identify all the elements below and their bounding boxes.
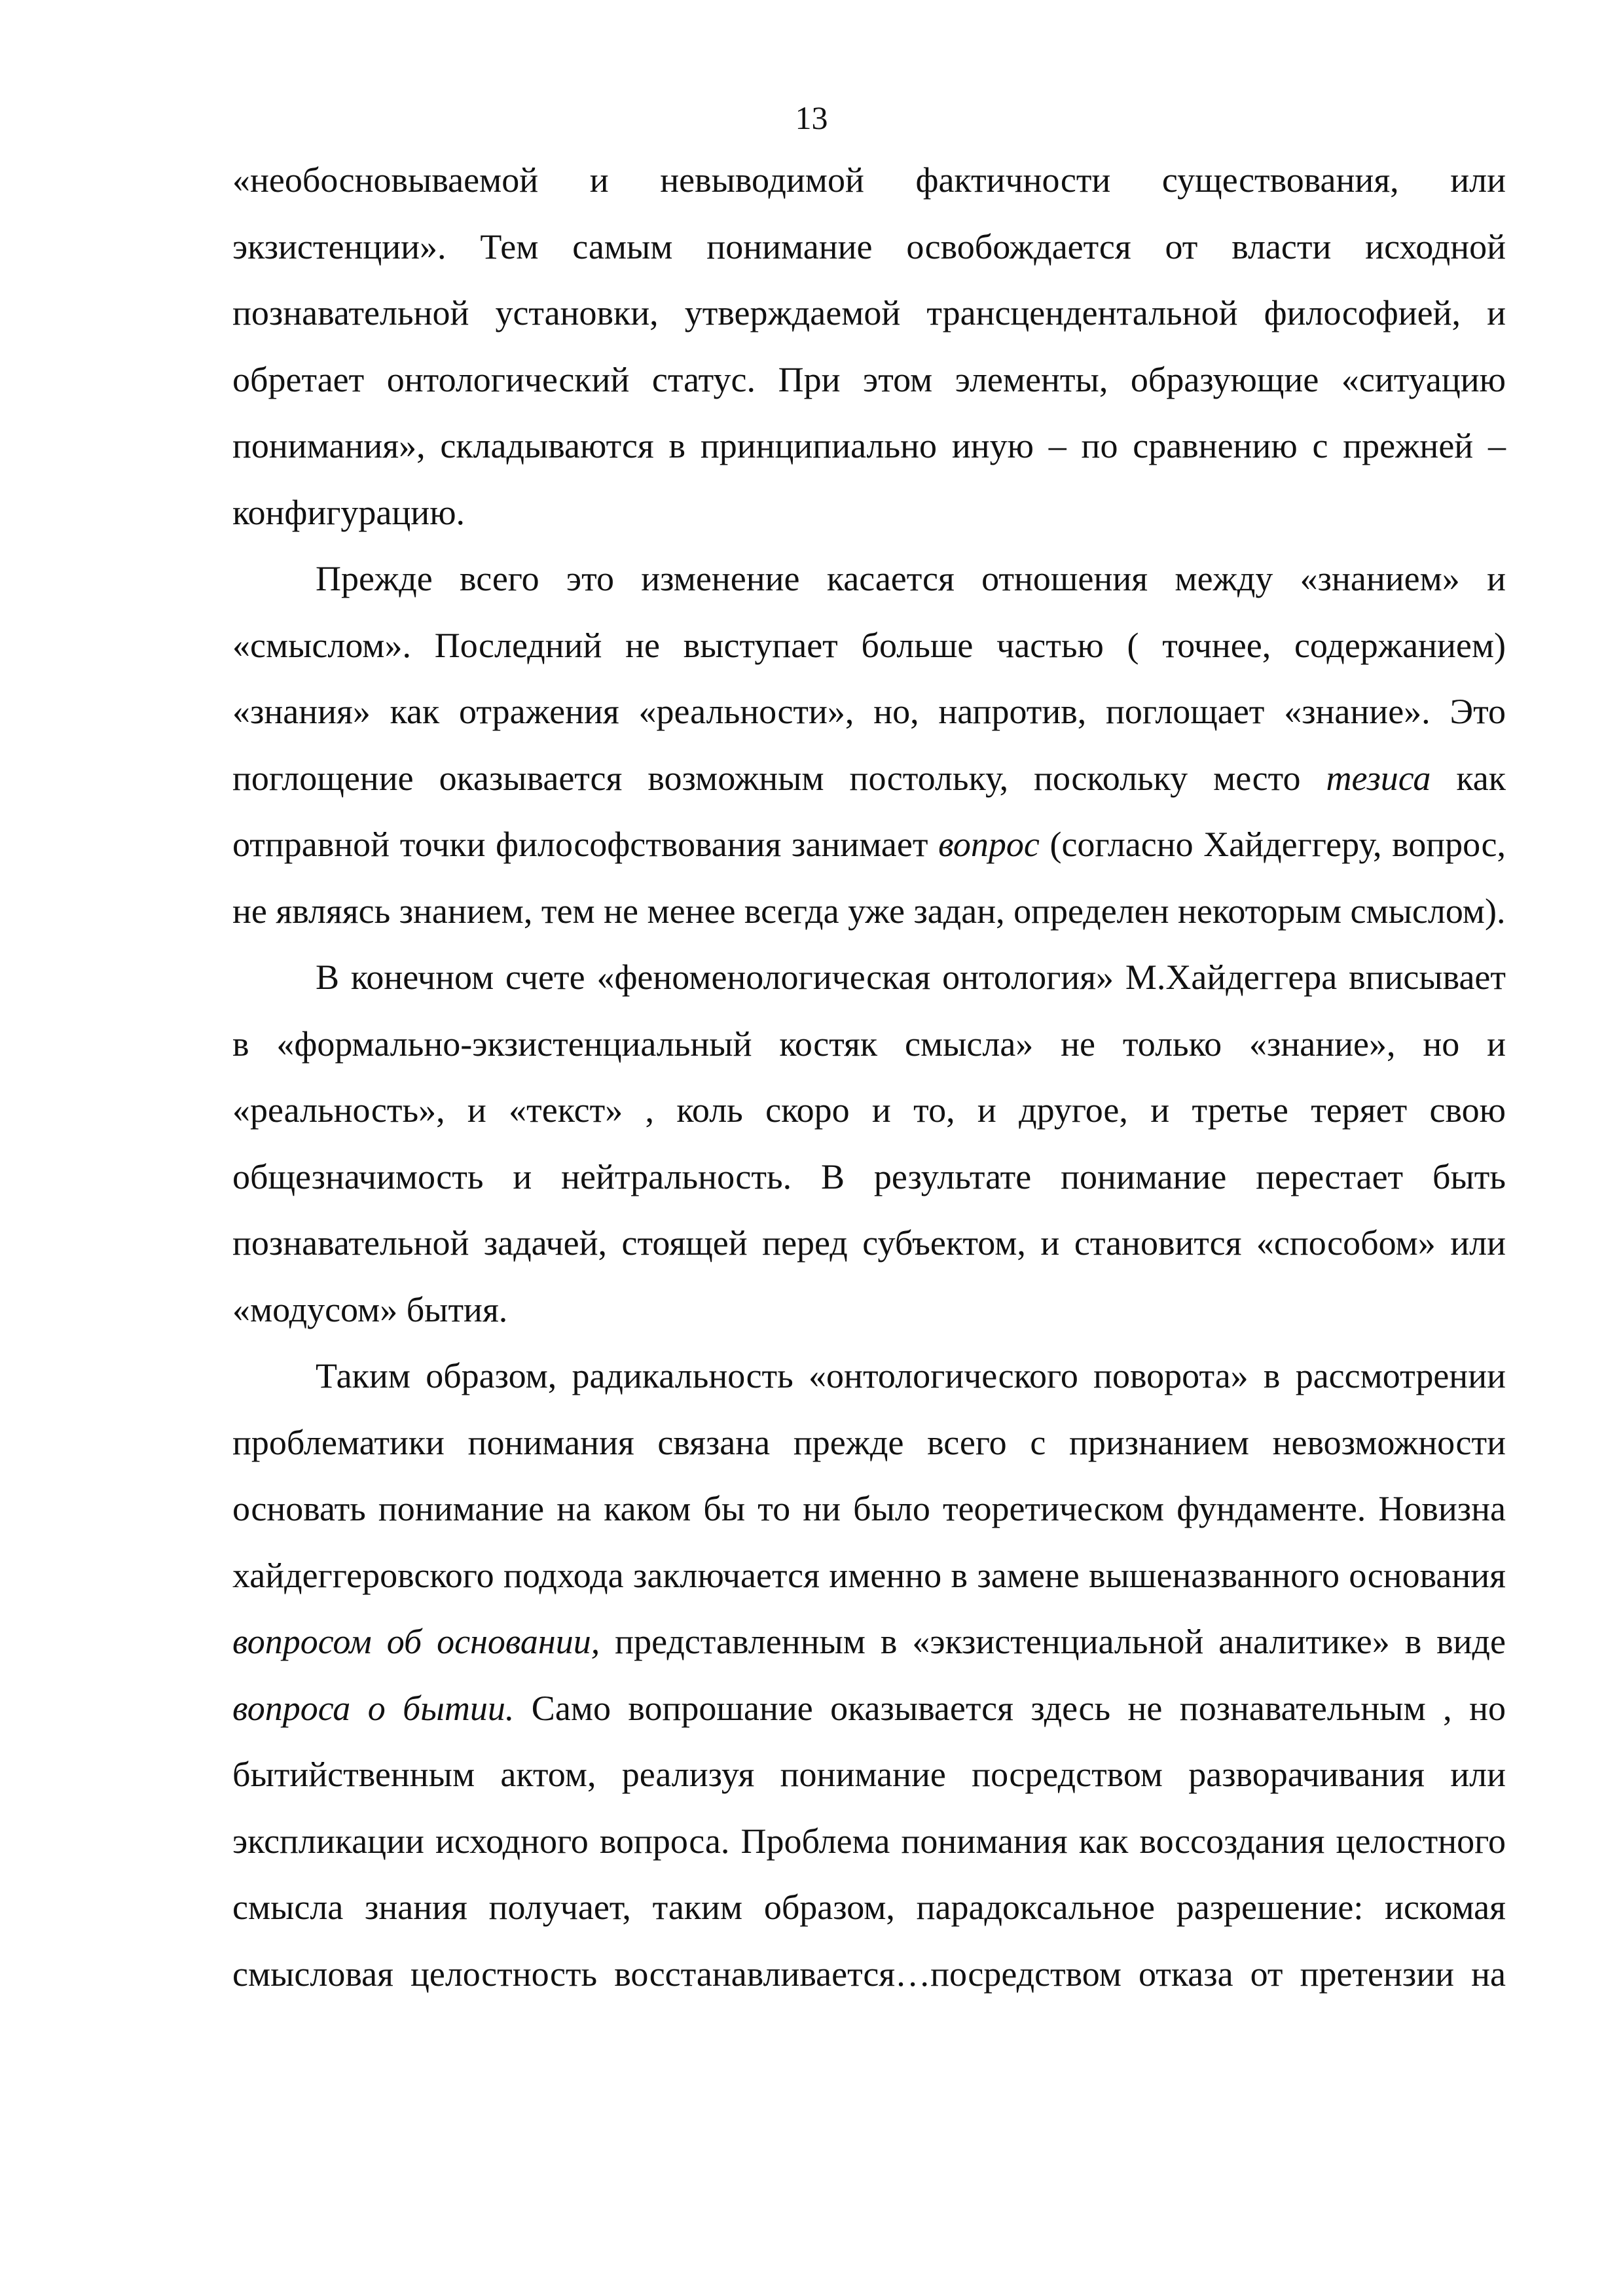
text-run: Таким образом, радикальность «онтологического поворота» в рассмотрении проблематики понимания связана прежде всего с признанием невозможности основать понимание на каком бы то ни было теоретическом фундаменте. Новизна хайдеггеровского подхода заключается именно в замене вышеназванного основания — [232, 1356, 1506, 1595]
italic-text: вопроса о бытии. — [232, 1688, 515, 1728]
page-number: 13 — [795, 99, 828, 136]
paragraph — [232, 147, 1506, 546]
text-run: представленным в «экзистенциальной аналитике» в виде — [600, 1622, 1506, 1661]
text-run: (согласно Хайдеггеру, вопрос, не являясь знанием, тем не менее всегда уже задан, определен некоторым смыслом). — [232, 825, 1506, 931]
text-run: как отправной точки философствования занимает — [232, 758, 1506, 864]
text-run: Прежде всего это изменение касается отношения между «знанием» и «смыслом». Последний не выступает больше частью ( точнее, содержанием) «знания» как отражения «реальности», но, напротив, поглощает «знание». Это поглощение оказывается возможным постольку, поскольку место — [232, 559, 1506, 798]
italic-text: вопрос — [938, 825, 1040, 864]
text-run: Само вопрошание оказывается здесь не познавательным , но бытийственным актом, реализуя понимание посредством разворачивания или экспликации исходного вопроса. Проблема понимания как воссоздания целостного смысла знания получает, таким образом, парадоксальное разрешение: искомая смысловая целостность восстанавливается…посредством отказа от претензии на — [232, 1688, 1506, 1994]
italic-text: вопросом об основании, — [232, 1622, 600, 1661]
body-text — [232, 147, 1506, 2007]
paragraph — [232, 546, 1506, 944]
text-run: В конечном счете «феноменологическая онтология» М.Хайдеггера вписывает в «формально-экзистенциальный костяк смысла» не только «знание», но и «реальность», и «текст» , коль скоро и то, и другое, и третье теряет свою общезначимость и нейтральность. В результате понимание перестает быть познавательной задачей, стоящей перед субъектом, и становится «способом» или «модусом» бытия. — [232, 958, 1506, 1329]
paragraph — [232, 1343, 1506, 2007]
paragraph — [232, 944, 1506, 1343]
italic-text: тезиса — [1326, 758, 1431, 798]
text-run: «необосновываемой и невыводимой фактичности существования, или экзистенции». Тем самым понимание освобождается от власти исходной познавательной установки, утверждаемой трансцендентальной философией, и обретает онтологический статус. При этом элементы, образующие «ситуацию понимания», складываются в принципиально иную – по сравнению с прежней – конфигурацию. — [232, 160, 1506, 532]
